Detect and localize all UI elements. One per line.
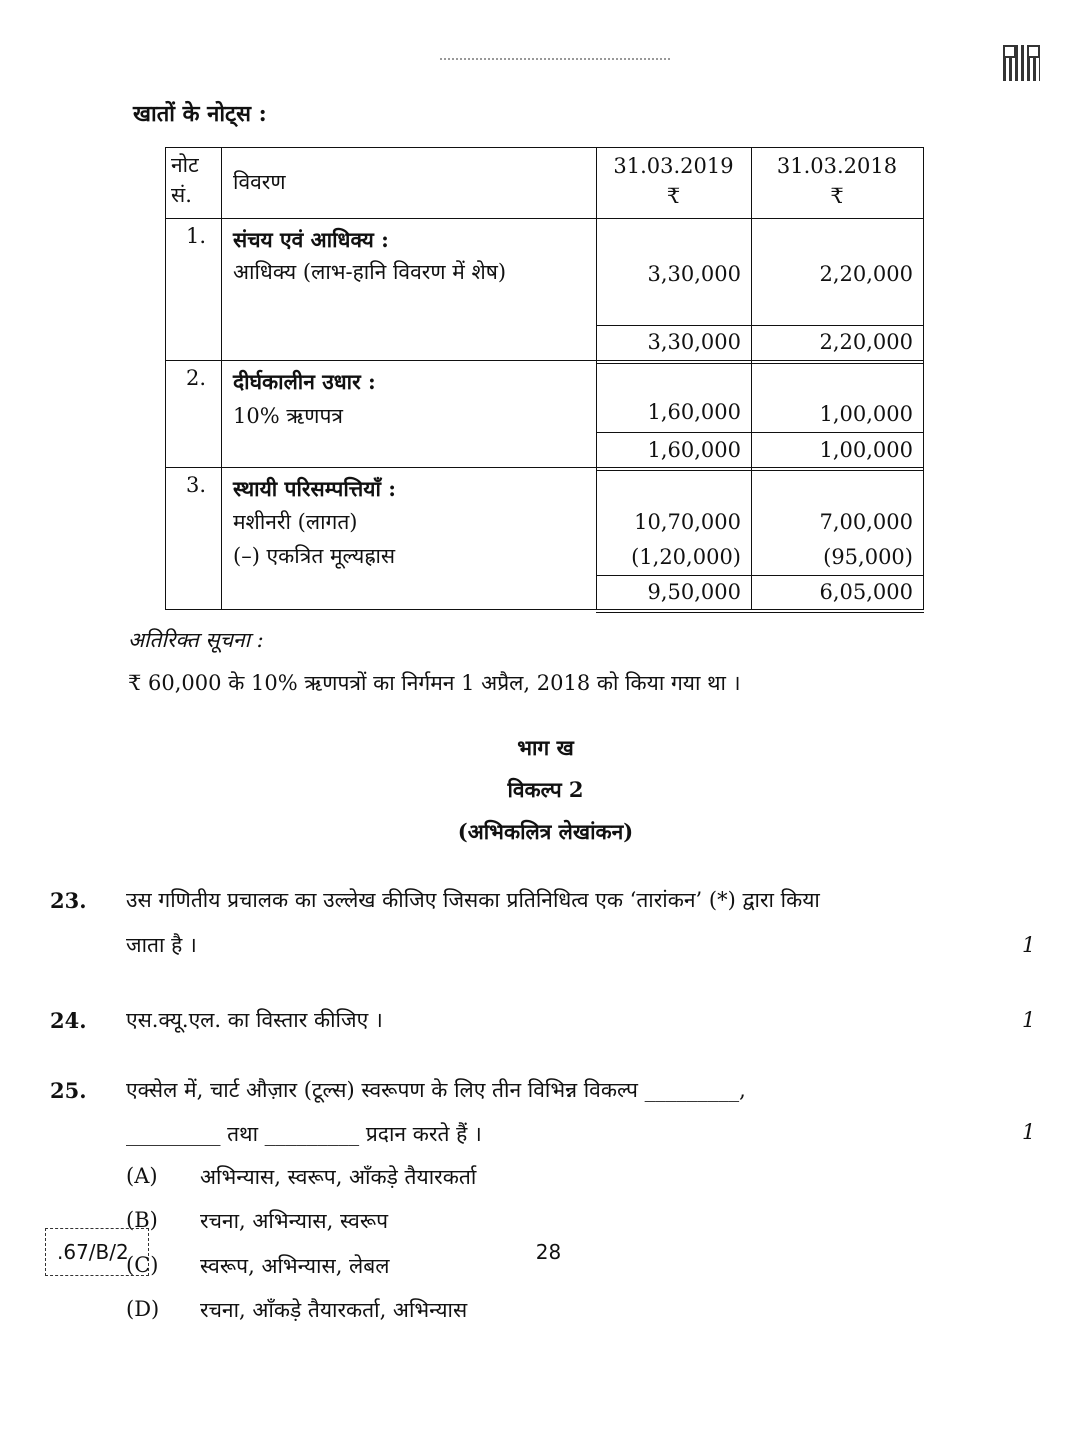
note-title: संचय एवं आधिक्य : xyxy=(233,227,389,252)
notes-heading: खातों के नोट्स : xyxy=(133,101,267,127)
option-text: स्वरूप, अभिन्यास, लेबल xyxy=(200,1254,390,1278)
option-label: (B) xyxy=(126,1208,158,1232)
line-label: 10% ऋणपत्र xyxy=(233,404,343,428)
total-2018: 6,05,000 xyxy=(819,580,913,604)
option-label: (C) xyxy=(126,1253,159,1277)
barcode-strip xyxy=(440,58,670,60)
option-label: (D) xyxy=(126,1297,160,1321)
header-particulars: विवरण xyxy=(233,170,286,194)
paper-code: .67/B/2 xyxy=(57,1240,129,1264)
option-text: रचना, अभिन्यास, स्वरूप xyxy=(200,1209,389,1233)
question-marks: 1 xyxy=(1022,1120,1036,1144)
question-marks: 1 xyxy=(1022,1008,1036,1032)
total-2019: 9,50,000 xyxy=(647,580,741,604)
line-label: मशीनरी (लागत) xyxy=(233,510,358,534)
total-2019: 1,60,000 xyxy=(647,438,741,462)
header-note-no: नोट सं. xyxy=(171,153,199,207)
note-title: स्थायी परिसम्पत्तियाँ : xyxy=(233,476,396,501)
question-marks: 1 xyxy=(1022,933,1036,957)
part-heading: भाग ख xyxy=(517,735,574,760)
value-2019: 10,70,000 xyxy=(634,510,741,534)
line-label: (–) एकत्रित मूल्यह्रास xyxy=(233,544,396,568)
question-number: 23. xyxy=(50,888,87,913)
question-text: एक्सेल में, चार्ट औज़ार (टूल्स) स्वरूपण के लिए तीन विभिन्न विकल्प _________, xyxy=(126,1078,746,1102)
question-text: _________ तथा _________ प्रदान करते हैं । xyxy=(126,1122,482,1146)
value-2018: 2,20,000 xyxy=(819,262,913,286)
value-2019: 1,60,000 xyxy=(647,400,741,424)
header-2018-unit: ₹ xyxy=(830,184,844,208)
line-label: आधिक्य (लाभ-हानि विवरण में शेष) xyxy=(233,260,507,284)
header-2018: 31.03.2018 xyxy=(776,154,898,178)
question-text: जाता है । xyxy=(126,933,197,957)
note-title: दीर्घकालीन उधार : xyxy=(233,369,376,394)
value-2018: 7,00,000 xyxy=(819,510,913,534)
additional-info-text: ₹ 60,000 के 10% ऋणपत्रों का निर्गमन 1 अप्रैल, 2018 को किया गया था । xyxy=(128,671,741,695)
question-text: एस.क्यू.एल. का विस्तार कीजिए । xyxy=(126,1008,383,1032)
value-2018: (95,000) xyxy=(823,545,913,569)
total-2018: 1,00,000 xyxy=(819,438,913,462)
header-2019: 31.03.2019 xyxy=(613,154,734,178)
question-number: 24. xyxy=(50,1008,87,1033)
option-label: (A) xyxy=(126,1164,158,1188)
question-number: 25. xyxy=(50,1078,87,1103)
note-number: 2. xyxy=(186,366,207,390)
note-number: 1. xyxy=(186,224,207,248)
value-2018: 1,00,000 xyxy=(819,402,913,426)
additional-info-label: अतिरिक्त सूचना : xyxy=(128,628,264,652)
note-number: 3. xyxy=(186,473,207,497)
value-2019: 3,30,000 xyxy=(647,262,741,286)
option-text: रचना, आँकड़े तैयारकर्ता, अभिन्यास xyxy=(200,1298,468,1322)
total-2018: 2,20,000 xyxy=(819,330,913,354)
header-2019-unit: ₹ xyxy=(666,184,681,208)
total-2019: 3,30,000 xyxy=(647,330,741,354)
subject-heading: (अभिकलित्र लेखांकन) xyxy=(457,819,634,844)
value-2019: (1,20,000) xyxy=(631,545,741,569)
page-number: 28 xyxy=(535,1240,562,1264)
qr-code xyxy=(1003,45,1040,81)
option-text: अभिन्यास, स्वरूप, आँकड़े तैयारकर्ता xyxy=(200,1165,477,1189)
option-heading: विकल्प 2 xyxy=(507,777,584,802)
question-text: उस गणितीय प्रचालक का उल्लेख कीजिए जिसका प्रतिनिधित्व एक ‘तारांकन’ (*) द्वारा किया xyxy=(126,888,820,912)
